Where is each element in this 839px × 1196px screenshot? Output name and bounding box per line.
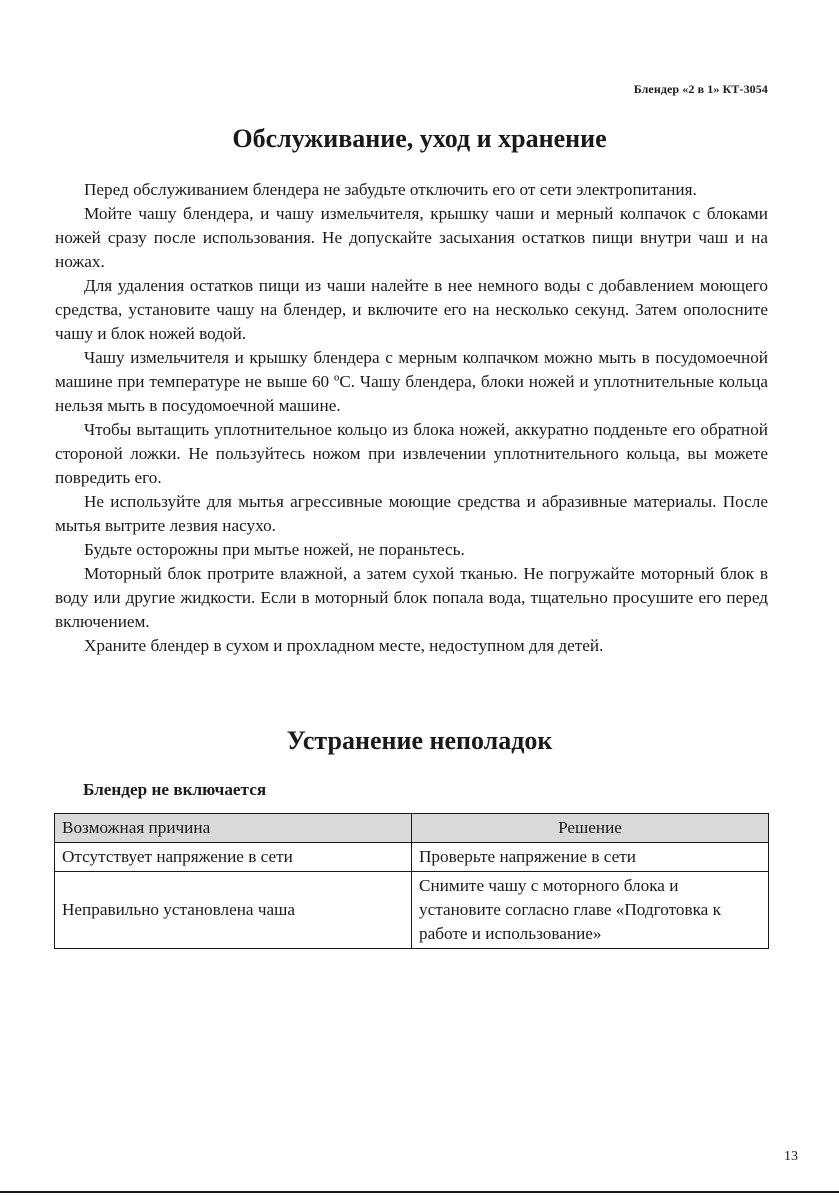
table-row (55, 872, 769, 949)
troubleshooting-table (54, 813, 769, 949)
paragraph: Для удаления остатков пищи из чаши налейте в нее немного воды с добавлением моющего средства, установите чашу на блендер, и включите его на несколько секунд. Затем ополосните чашу и блок ножей водой. (55, 276, 768, 343)
paragraph: Будьте осторожны при мытье ножей, не пораньтесь. (84, 540, 465, 559)
paragraph: Чашу измельчителя и крышку блендера с мерным колпачком можно мыть в посудомоечной машине при температуре не выше 60 ºС. Чашу блендера, блоки ножей и уплотнительные кольца нельзя мыть в посудомоечной машине. (55, 348, 768, 415)
column-header-solution: Решение (412, 814, 769, 843)
table-header-row (55, 814, 769, 843)
cause-cell: Неправильно установлена чаша (55, 872, 412, 949)
paragraph: Не используйте для мытья агрессивные моющие средства и абразивные материалы. После мытья вытрите лезвия насухо. (55, 492, 768, 535)
paragraph: Храните блендер в сухом и прохладном месте, недоступном для детей. (84, 636, 604, 655)
table-row (55, 843, 769, 872)
column-header-cause: Возможная причина (55, 814, 412, 843)
page-number: 13 (784, 1149, 798, 1164)
care-instructions (55, 178, 768, 658)
running-header: Блендер «2 в 1» КТ-3054 (633, 82, 768, 96)
bottom-divider (0, 1191, 839, 1193)
paragraph: Моторный блок протрите влажной, а затем сухой тканью. Не погружайте моторный блок в воду или другие жидкости. Если в моторный блок попала вода, тщательно просушите его перед включением. (55, 564, 768, 631)
section-title-care: Обслуживание, уход и хранение (232, 124, 607, 153)
problem-subheading: Блендер не включается (83, 780, 267, 799)
solution-cell: Проверьте напряжение в сети (412, 843, 769, 872)
paragraph: Мойте чашу блендера, и чашу измельчителя, крышку чаши и мерный колпачок с блоками ножей сразу после использования. Не допускайте засыхания остатков пищи внутри чаш и на ножах. (55, 204, 768, 271)
paragraph: Перед обслуживанием блендера не забудьте отключить его от сети электропитания. (84, 180, 697, 199)
section-title-troubleshooting: Устранение неполадок (286, 726, 553, 755)
solution-cell: Снимите чашу с моторного блока и установите согласно главе «Подготовка к работе и использование» (412, 872, 769, 949)
paragraph: Чтобы вытащить уплотнительное кольцо из блока ножей, аккуратно подденьте его обратной стороной ложки. Не пользуйтесь ножом при извлечении уплотнительного кольца, вы можете повредить его. (55, 420, 768, 487)
cause-cell: Отсутствует напряжение в сети (55, 843, 412, 872)
